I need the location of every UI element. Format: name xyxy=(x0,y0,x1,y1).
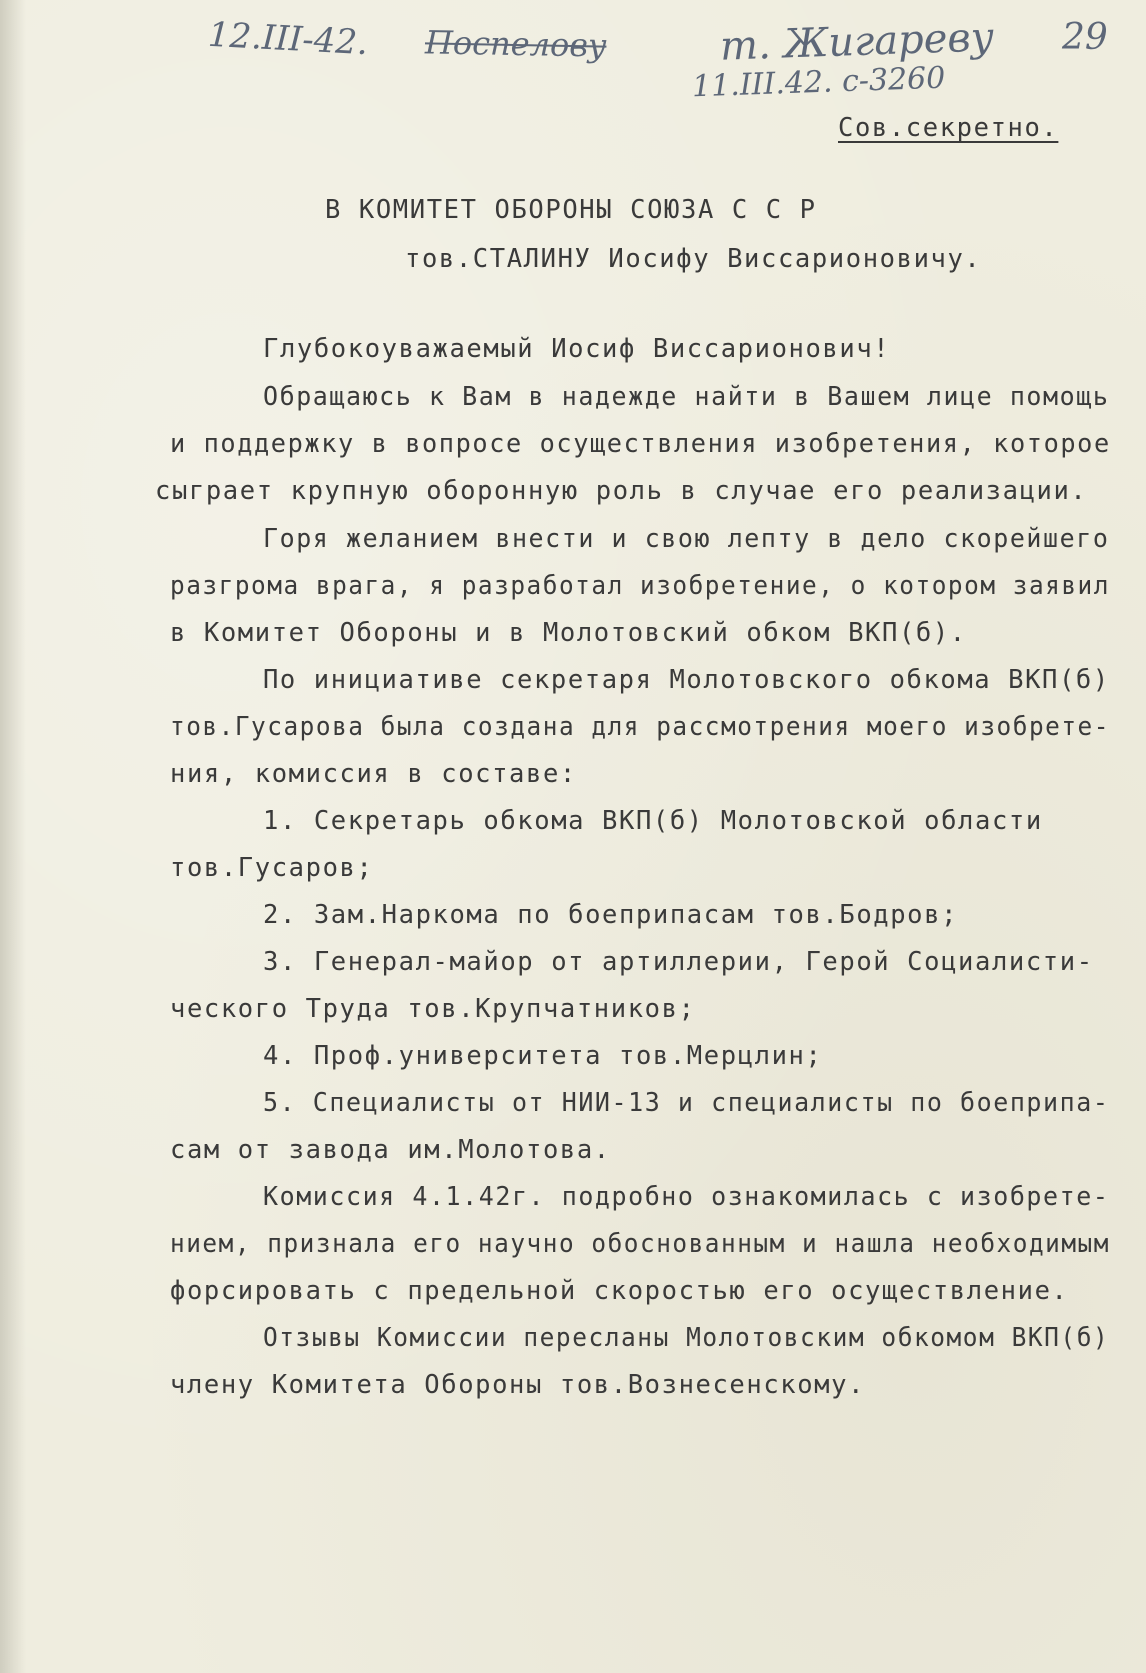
body-line: ния, комиссия в составе: xyxy=(170,759,577,789)
handwritten-registration-number: 11.III.42. с-3260 xyxy=(691,60,946,105)
handwritten-struck-name: Поспелову xyxy=(424,23,607,65)
body-line: Комиссия 4.1.42г. подробно ознакомилась с изобрете- xyxy=(263,1182,1110,1212)
commission-member: 5. Специалисты от НИИ-13 и специалисты по боеприпа- xyxy=(263,1088,1110,1118)
body-line: ческого Труда тов.Крупчатников; xyxy=(170,994,696,1024)
body-line: сам от завода им.Молотова. xyxy=(170,1135,611,1165)
page-number: 29 xyxy=(1062,17,1108,58)
handwritten-date: 12.III-42. xyxy=(207,14,369,64)
body-line: и поддержку в вопросе осуществления изобретения, которое xyxy=(170,429,1111,459)
salutation: Глубокоуважаемый Иосиф Виссарионович! xyxy=(263,334,891,364)
body-line: тов.Гусарова была создана для рассмотрения моего изобрете- xyxy=(170,712,1110,742)
commission-member: 3. Генерал-майор от артиллерии, Герой Социалисти- xyxy=(263,947,1094,977)
body-line: нием, признала его научно обоснованным и нашла необходимым xyxy=(170,1229,1110,1259)
page-edge-shadow xyxy=(0,0,26,1673)
body-line: тов.Гусаров; xyxy=(170,853,374,883)
body-line: в Комитет Обороны и в Молотовский обком ВКП(б). xyxy=(170,618,967,648)
body-line: форсировать с предельной скоростью его осуществление. xyxy=(170,1276,1069,1306)
classification-stamp: Сов.секретно. xyxy=(838,113,1059,143)
commission-member: 4. Проф.университета тов.Мерцлин; xyxy=(263,1041,823,1071)
handwritten-addressee: т. Жигареву xyxy=(719,14,995,70)
body-line: члену Комитета Обороны тов.Вознесенскому. xyxy=(170,1370,866,1400)
body-line: сыграет крупную оборонную роль в случае его реализации. xyxy=(155,476,1088,506)
body-line: разгрома врага, я разработал изобретение, о котором заявил xyxy=(170,571,1110,601)
body-line: Обращаюсь к Вам в надежде найти в Вашем лице помощь xyxy=(263,382,1110,412)
body-line: Горя желанием внести и свою лепту в дело скорейшего xyxy=(263,524,1110,554)
commission-member: 2. Зам.Наркома по боеприпасам тов.Бодров; xyxy=(263,900,959,930)
addressee-line-2: тов.СТАЛИНУ Иосифу Виссарионовичу. xyxy=(405,244,982,274)
addressee-line-1: В КОМИТЕТ ОБОРОНЫ СОЮЗА С С Р xyxy=(325,195,817,225)
commission-member: 1. Секретарь обкома ВКП(б) Молотовской области xyxy=(263,806,1043,836)
body-line: Отзывы Комиссии пересланы Молотовским обкомом ВКП(б) xyxy=(263,1323,1110,1353)
body-line: По инициативе секретаря Молотовского обкома ВКП(б) xyxy=(263,665,1110,695)
